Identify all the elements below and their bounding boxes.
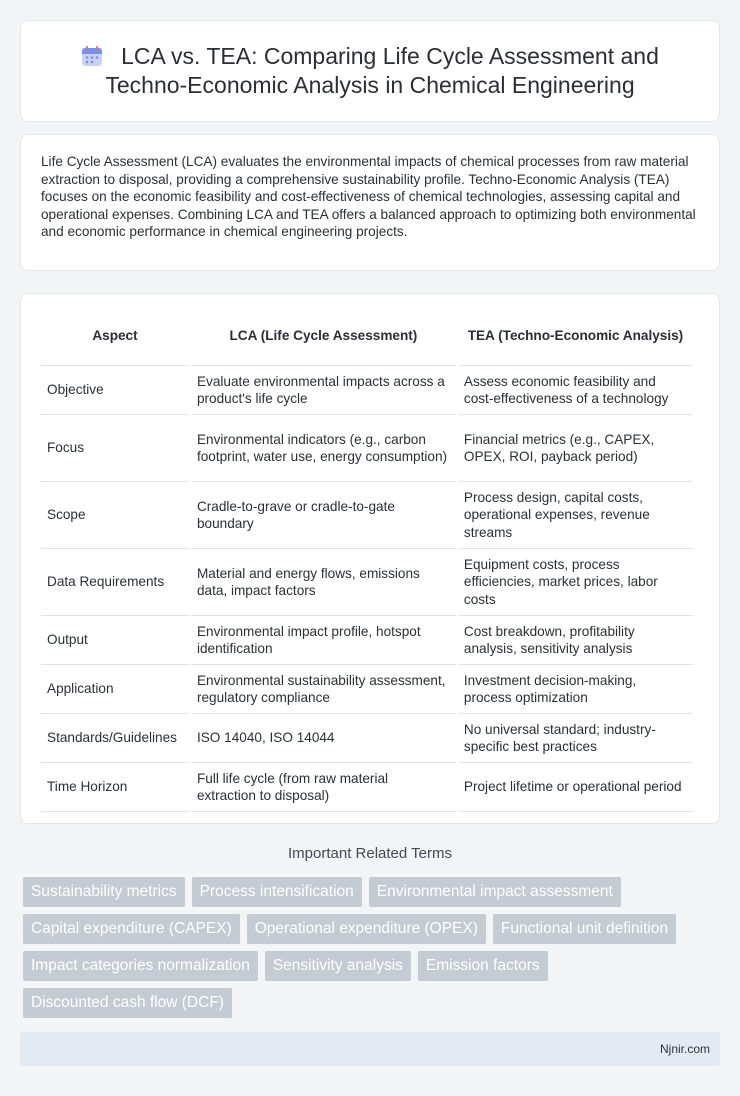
comparison-table [39, 306, 695, 812]
header-tea: TEA (Techno-Economic Analysis) [458, 306, 693, 366]
related-terms-list [23, 877, 703, 1018]
table-row [41, 665, 693, 714]
header-lca: LCA (Life Cycle Assessment) [191, 306, 456, 366]
related-term-tag[interactable]: Emission factors [418, 951, 548, 981]
table-row [41, 763, 693, 812]
row-tea: No universal standard; industry-specific best practices [458, 714, 693, 763]
row-lca: Environmental sustainability assessment, regulatory compliance [191, 665, 456, 714]
table-row [41, 714, 693, 763]
related-term-tag[interactable]: Discounted cash flow (DCF) [23, 988, 232, 1018]
row-aspect: Application [41, 665, 189, 714]
row-lca: Cradle-to-grave or cradle-to-gate boundary [191, 482, 456, 549]
related-term-tag[interactable]: Capital expenditure (CAPEX) [23, 914, 240, 944]
related-terms-heading: Important Related Terms [288, 845, 452, 862]
row-aspect: Focus [41, 415, 189, 482]
row-tea: Process design, capital costs, operational expenses, revenue streams [458, 482, 693, 549]
row-aspect: Standards/Guidelines [41, 714, 189, 763]
table-row [41, 616, 693, 665]
row-lca: Environmental impact profile, hotspot identification [191, 616, 456, 665]
related-term-tag[interactable]: Sustainability metrics [23, 877, 185, 907]
comparison-table-card [20, 293, 720, 824]
row-tea: Equipment costs, process efficiencies, market prices, labor costs [458, 549, 693, 616]
page-title [51, 42, 689, 100]
row-tea: Project lifetime or operational period [458, 763, 693, 812]
intro-paragraph: Life Cycle Assessment (LCA) evaluates the environmental impacts of chemical processes from raw material extraction to disposal, providing a comprehensive sustainability profile. Techno-Economic Analysis (TEA) focuses on the economic feasibility and cost-effectiveness of chemical technologies, assessing capital and operational expenses. Combining LCA and TEA offers a balanced approach to optimizing both environmental and economic performance in chemical engineering projects. [41, 154, 696, 239]
page-title-text: LCA vs. TEA: Comparing Life Cycle Assessment and Techno-Economic Analysis in Chemical Engineering [105, 43, 659, 98]
table-header-row [41, 306, 693, 366]
related-term-tag[interactable]: Operational expenditure (OPEX) [247, 914, 486, 944]
row-lca: ISO 14040, ISO 14044 [191, 714, 456, 763]
row-lca: Environmental indicators (e.g., carbon footprint, water use, energy consumption) [191, 415, 456, 482]
related-term-tag[interactable]: Functional unit definition [493, 914, 676, 944]
footer [20, 1032, 720, 1066]
row-tea: Cost breakdown, profitability analysis, sensitivity analysis [458, 616, 693, 665]
row-lca: Material and energy flows, emissions data, impact factors [191, 549, 456, 616]
related-term-tag[interactable]: Impact categories normalization [23, 951, 258, 981]
related-term-tag[interactable]: Sensitivity analysis [265, 951, 411, 981]
row-aspect: Scope [41, 482, 189, 549]
row-aspect: Objective [41, 366, 189, 415]
intro-card [20, 134, 720, 271]
row-aspect: Output [41, 616, 189, 665]
row-tea: Financial metrics (e.g., CAPEX, OPEX, ROI, payback period) [458, 415, 693, 482]
row-tea: Investment decision-making, process optimization [458, 665, 693, 714]
related-term-tag[interactable]: Environmental impact assessment [369, 877, 621, 907]
related-term-tag[interactable]: Process intensification [192, 877, 362, 907]
table-row [41, 549, 693, 616]
title-card [20, 20, 720, 122]
row-aspect: Data Requirements [41, 549, 189, 616]
row-lca: Evaluate environmental impacts across a product's life cycle [191, 366, 456, 415]
row-lca: Full life cycle (from raw material extraction to disposal) [191, 763, 456, 812]
table-row [41, 415, 693, 482]
table-row [41, 366, 693, 415]
row-aspect: Time Horizon [41, 763, 189, 812]
table-row [41, 482, 693, 549]
row-tea: Assess economic feasibility and cost-effectiveness of a technology [458, 366, 693, 415]
footer-site-link[interactable]: Njnir.com [659, 1042, 710, 1056]
calendar-icon [81, 45, 103, 67]
header-aspect: Aspect [41, 306, 189, 366]
